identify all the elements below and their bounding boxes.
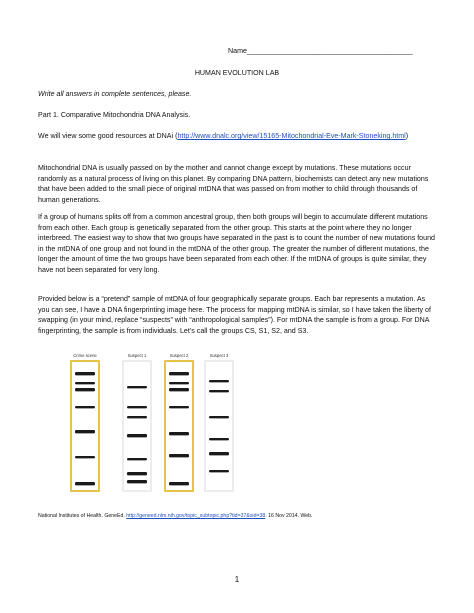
gel-band [209, 380, 229, 382]
citation-prefix: National Institutes of Health. GeneEd. [38, 513, 127, 519]
resources-paragraph [38, 131, 438, 142]
lane-label: Suspect 1 [127, 353, 147, 358]
gel-band [169, 388, 189, 391]
gel-band [169, 482, 189, 485]
gel-lane [122, 353, 152, 492]
gel-band [209, 452, 229, 455]
citation-link[interactable]: http://geneed.nlm.nih.gov/topic_subtopic.php?tid=37&sid=38 [126, 513, 266, 519]
gel-band [169, 382, 189, 384]
lane-well [124, 362, 150, 490]
lane-label: Crime scene [73, 353, 97, 358]
gel-band [127, 416, 147, 418]
page-number: 1 [234, 575, 240, 584]
gel-band [75, 406, 95, 408]
gel-band [127, 472, 147, 475]
name-field-label: Name__________________________________________ [228, 47, 413, 55]
gel-band [75, 388, 95, 391]
lane-label: Suspect 2 [169, 353, 189, 358]
gel-band [75, 430, 95, 433]
page-title: HUMAN EVOLUTION LAB [194, 69, 280, 77]
gel-band [169, 454, 189, 457]
dna-fingerprint-image [64, 352, 248, 494]
resources-prefix: We will view some good resources at DNAi ( [38, 132, 178, 140]
gel-band [127, 458, 147, 460]
citation-suffix: . 16 Nov 2014. Web. [265, 513, 313, 519]
resources-suffix: ) [405, 132, 409, 140]
gel-lane [204, 353, 234, 492]
gel-band [127, 386, 147, 388]
gel-band [169, 432, 189, 435]
gel-band [127, 406, 147, 408]
gel-band [127, 434, 147, 437]
citation [38, 513, 312, 520]
lane-well [166, 362, 192, 490]
gel-band [75, 382, 95, 384]
gel-lane [164, 353, 194, 492]
gel-band [209, 438, 229, 440]
sample-paragraph: Provided below is a “pretend” sample of mtDNA of four geographically separate groups. Each bar represents a mutation. As you can see, I have a DNA fingerprinting image here. The process for mapping mtDNA is similar, so I have taken the liberty of swapping (in your mind, replace “suspects” with “anthropological samples”). For mtDNA the sample is from a group. For DNA fingerprinting, the sample is from individuals. Let’s call the groups CS, S1, S2, and S3. [38, 295, 433, 335]
gel-band [127, 480, 147, 483]
gel-band [75, 372, 95, 375]
gel-band [209, 470, 229, 472]
gel-lane [70, 353, 100, 492]
gel-band [75, 482, 95, 485]
gel-band [209, 416, 229, 418]
lane-well [72, 362, 98, 490]
gel-band [169, 372, 189, 375]
instructions-text: Write all answers in complete sentences, please. [38, 90, 192, 98]
dnai-link[interactable]: http://www.dnalc.org/view/15165-Mitochondrial-Eve-Mark-Stoneking.html [177, 132, 406, 140]
mtdna-paragraph: Mitochondrial DNA is usually passed on by the mother and cannot change except by mutations. These mutations occur randomly as a natural process of living on this planet. By comparing DNA pattern, biochemists can detect any new mutations that have been added to the small piece of original mtDNA that was passed on from mother to child through thousands of human generations. [38, 164, 431, 204]
part1-heading: Part 1. Comparative Mitochondria DNA Analysis. [38, 111, 191, 119]
gel-band [75, 456, 95, 458]
gel-band [209, 390, 229, 392]
lane-label: Suspect 3 [209, 353, 229, 358]
groups-paragraph: If a group of humans splits off from a common ancestral group, then both groups will begin to accumulate different mutations from each other. Each group is genetically separated from the other group. This starts at the point where they no longer interbreed. The easiest way to show that two groups have separated in the past is to count the number of new mutations found in the mtDNA of one group and not found in the mtDNA of the other group. The greater the number of different mutations, the longer the amount of time the two groups have been separated from each other. If the mtDNA of groups is quite similar, they have not been separated for very long. [38, 213, 437, 274]
gel-band [169, 406, 189, 408]
